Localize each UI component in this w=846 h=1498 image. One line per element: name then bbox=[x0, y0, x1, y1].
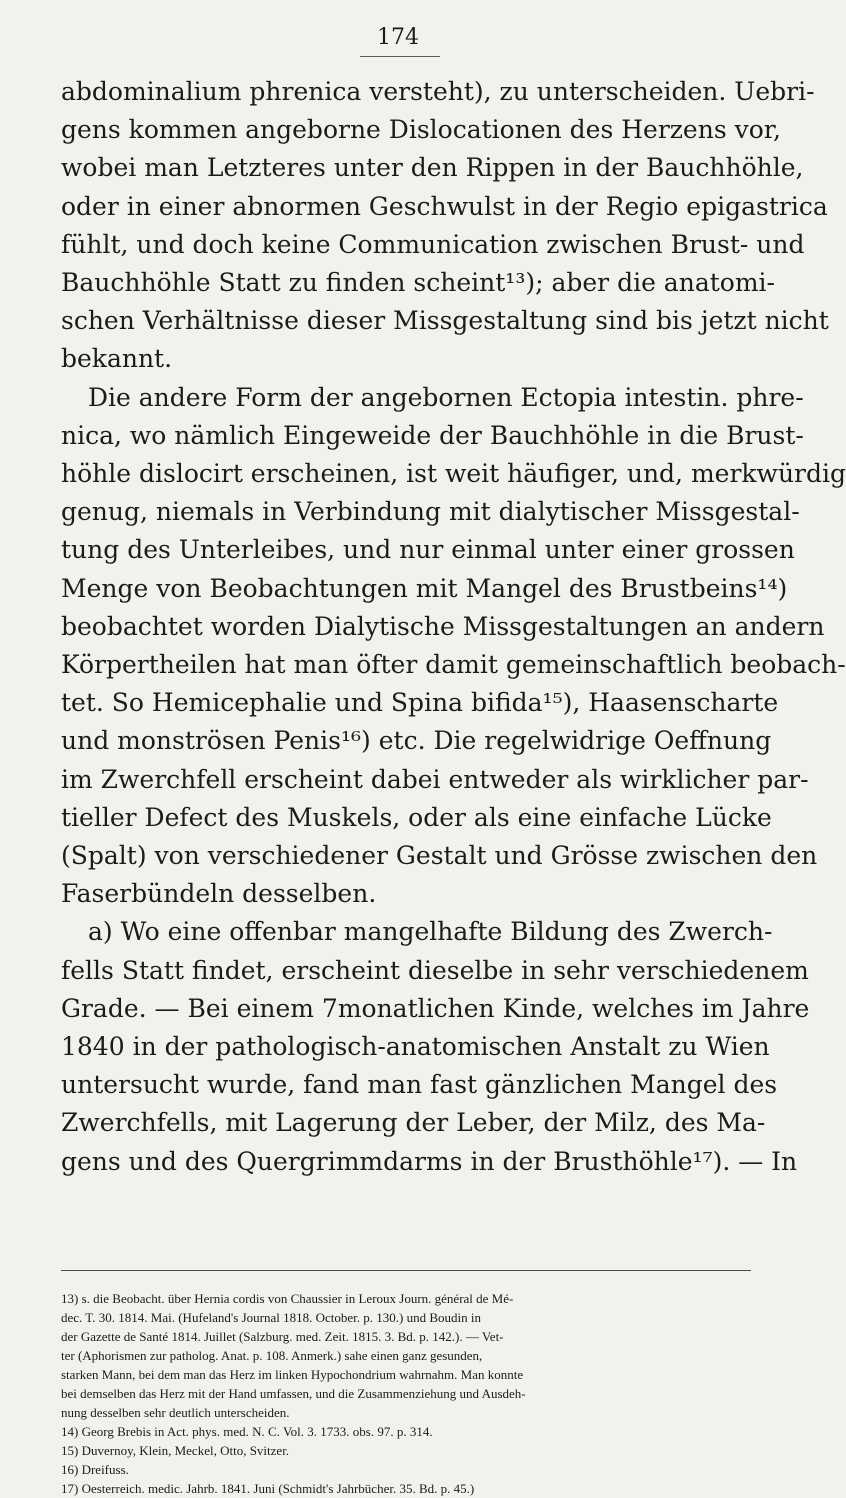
footnote-line: 16) Dreifuss. bbox=[61, 1462, 129, 1477]
text-line: 1840 in der pathologisch-anatomischen Anstalt zu Wien bbox=[61, 1032, 770, 1062]
text-line: gens und des Quergrimmdarms in der Brusthöhle¹⁷). — In bbox=[61, 1146, 798, 1176]
footnote-line: 14) Georg Brebis in Act. phys. med. N. C. Vol. 3. 1733. obs. 97. p. 314. bbox=[61, 1424, 433, 1439]
text-line: gens kommen angeborne Dislocationen des Herzens vor, bbox=[61, 115, 781, 145]
text-line: Körpertheilen hat man öfter damit gemeinschaftlich beobach- bbox=[61, 650, 846, 680]
text-line: höhle dislocirt erscheinen, ist weit häufiger, und, merkwürdig bbox=[61, 459, 846, 489]
text-line: Zwerchfells, mit Lagerung der Leber, der Milz, des Ma- bbox=[61, 1108, 766, 1138]
text-line: genug, niemals in Verbindung mit dialytischer Missgestal- bbox=[61, 497, 800, 527]
footnote-line: nung desselben sehr deutlich unterscheiden. bbox=[61, 1405, 290, 1420]
text-line: schen Verhältnisse dieser Missgestaltung sind bis jetzt nicht bbox=[61, 306, 829, 336]
footnote-line: starken Mann, bei dem man das Herz im linken Hypochondrium wahrnahm. Man konnte bbox=[61, 1367, 524, 1382]
text-line: tet. So Hemicephalie und Spina bifida¹⁵), Haasenscharte bbox=[61, 688, 779, 718]
header-rule bbox=[360, 56, 440, 57]
text-line: fühlt, und doch keine Communication zwischen Brust- und bbox=[61, 229, 805, 259]
footnote-line: bei demselben das Herz mit der Hand umfassen, und die Zusammenziehung und Ausdeh- bbox=[61, 1386, 526, 1401]
footnote-line: dec. T. 30. 1814. Mai. (Hufeland's Journal 1818. October. p. 130.) und Boudin in bbox=[61, 1310, 481, 1325]
page-number: 174 bbox=[377, 25, 419, 50]
text-line: Die andere Form der angebornen Ectopia intestin. phre- bbox=[88, 382, 804, 412]
text-line: wobei man Letzteres unter den Rippen in der Bauchhöhle, bbox=[61, 153, 804, 183]
footnote-line: 13) s. die Beobacht. über Hernia cordis von Chaussier in Leroux Journ. général de Mé- bbox=[61, 1291, 514, 1306]
text-line: fells Statt findet, erscheint dieselbe in sehr verschiedenem bbox=[61, 955, 809, 985]
text-line: untersucht wurde, fand man fast gänzlichen Mangel des bbox=[61, 1070, 778, 1100]
text-line: nica, wo nämlich Eingeweide der Bauchhöhle in die Brust- bbox=[61, 420, 804, 450]
text-line: a) Wo eine offenbar mangelhafte Bildung des Zwerch- bbox=[88, 917, 773, 947]
footnote-line: 17) Oesterreich. medic. Jahrb. 1841. Juni (Schmidt's Jahrbücher. 35. Bd. p. 45.) bbox=[61, 1481, 475, 1496]
footnote-line: ter (Aphorismen zur patholog. Anat. p. 108. Anmerk.) sahe einen ganz gesunden, bbox=[61, 1348, 483, 1363]
text-line: Grade. — Bei einem 7monatlichen Kinde, welches im Jahre bbox=[61, 993, 810, 1023]
text-line: tung des Unterleibes, und nur einmal unter einer grossen bbox=[61, 535, 795, 565]
text-line: bekannt. bbox=[61, 344, 173, 374]
text-line: im Zwerchfell erscheint dabei entweder als wirklicher par- bbox=[61, 764, 809, 794]
text-line: oder in einer abnormen Geschwulst in der Regio epigastrica bbox=[61, 191, 828, 221]
footnote-line: 15) Duvernoy, Klein, Meckel, Otto, Svitzer. bbox=[61, 1443, 290, 1458]
text-line: beobachtet worden Dialytische Missgestaltungen an andern bbox=[61, 611, 825, 641]
text-line: abdominalium phrenica versteht), zu unterscheiden. Uebri- bbox=[61, 77, 815, 106]
footnote-line: der Gazette de Santé 1814. Juillet (Salzburg. med. Zeit. 1815. 3. Bd. p. 142.). — Vet- bbox=[61, 1329, 504, 1344]
footnote-rule bbox=[61, 1270, 751, 1271]
text-line: und monströsen Penis¹⁶) etc. Die regelwidrige Oeffnung bbox=[61, 726, 772, 756]
text-line: (Spalt) von verschiedener Gestalt und Grösse zwischen den bbox=[61, 841, 818, 871]
footnotes bbox=[61, 1289, 751, 1498]
text-line: tieller Defect des Muskels, oder als eine einfache Lücke bbox=[61, 802, 772, 832]
text-line: Menge von Beobachtungen mit Mangel des Brustbeins¹⁴) bbox=[61, 573, 788, 603]
text-line: Bauchhöhle Statt zu finden scheint¹³); aber die anatomi- bbox=[61, 268, 775, 298]
text-line: Faserbündeln desselben. bbox=[61, 879, 377, 909]
main-text bbox=[61, 73, 846, 1181]
